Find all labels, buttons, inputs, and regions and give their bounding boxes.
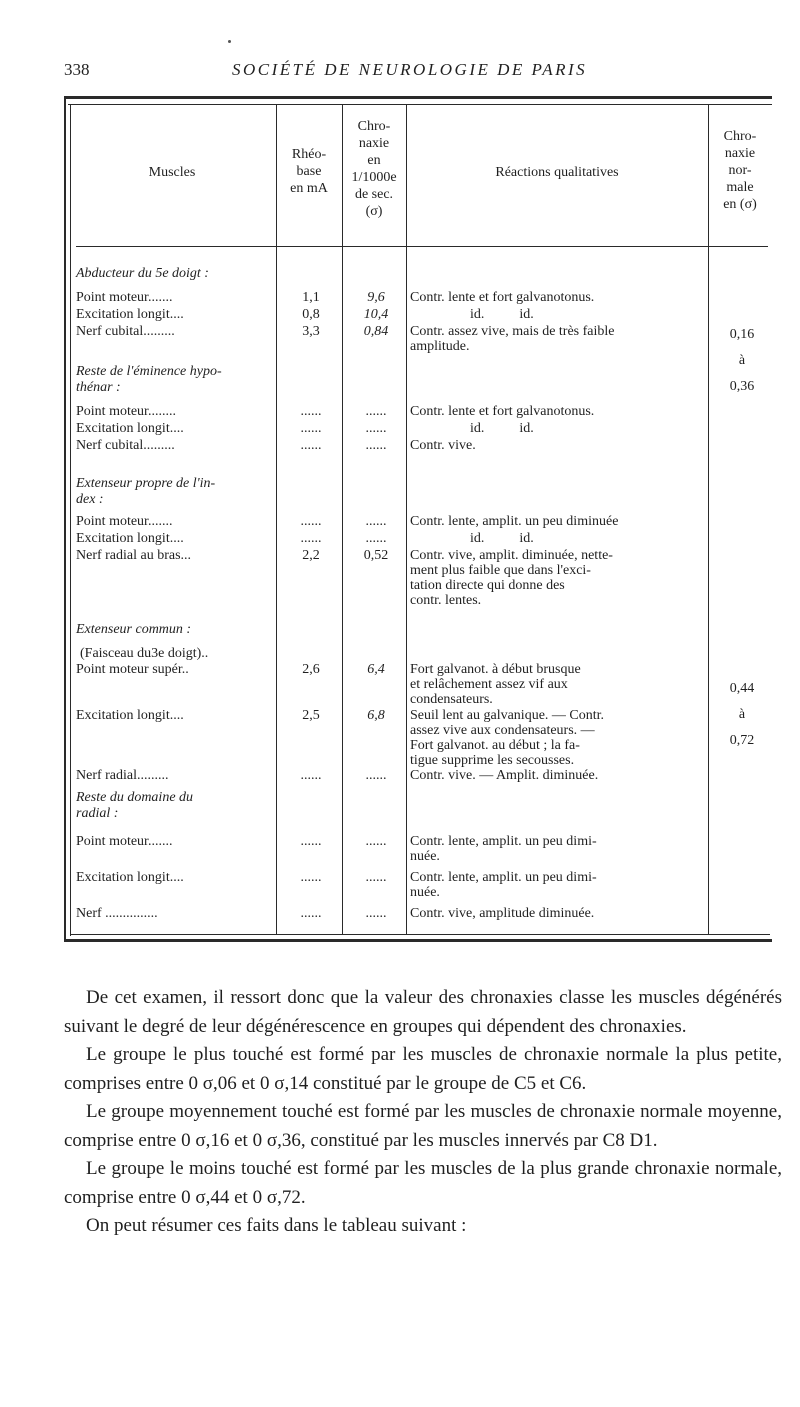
rheobase-value: ...... — [300, 421, 322, 436]
rheobase-value: 2,2 — [302, 548, 320, 563]
rheobase-value: 2,5 — [302, 708, 320, 723]
chronaxie-value: ...... — [365, 768, 387, 783]
running-head: SOCIÉTÉ DE NEUROLOGIE DE PARIS — [232, 60, 588, 79]
chronaxie-table — [64, 96, 772, 942]
col-rule-3 — [406, 104, 407, 934]
table-left-rule — [64, 96, 66, 942]
reaction-text: id. id. — [470, 307, 534, 322]
chronaxie-value: ...... — [365, 404, 387, 419]
normal-range-2: 0,44 à 0,72 — [729, 681, 755, 748]
chronaxie-value: ...... — [365, 531, 387, 546]
reaction-text: Contr. vive, amplit. diminuée, nette- ment plus faible que dans l'exci- tation directe qui donne des contr. lentes. — [410, 548, 613, 608]
rheobase-value: 3,3 — [302, 324, 320, 339]
header-muscles: Muscles — [148, 165, 196, 180]
reaction-text: Seuil lent au galvanique. — Contr. assez vive aux condensateurs. — Fort galvanot. au début ; la fa- tigue supprime les secousses. — [410, 708, 605, 768]
table-bottom-rule-inner — [70, 934, 770, 935]
paragraph: Le groupe le plus touché est formé par les muscles de chronaxie normale la plus petite, comprises entre 0 σ,06 et 0 σ,14 constitué par le groupe de C5 et C6. — [64, 1044, 782, 1094]
row-name: Nerf ............... — [76, 906, 158, 921]
rheobase-value: 1,1 — [302, 290, 320, 305]
normal-range-1: 0,16 à 0,36 — [729, 327, 755, 394]
group-title-radial: Reste du domaine du radial : — [76, 790, 194, 821]
group-title-hypothenar: Reste de l'éminence hypo- thénar : — [76, 364, 222, 395]
paragraph: De cet examen, il ressort donc que la valeur des chronaxies classe les muscles dégénérés suivant le degré de leur dégénérescence en groupes qui dépendent des chronaxies. — [64, 987, 782, 1037]
reaction-text: Contr. assez vive, mais de très faible amplitude. — [410, 324, 615, 354]
table-bottom-rule — [64, 939, 772, 942]
row-name: Excitation longit.... — [76, 421, 184, 436]
row-name: (Faisceau du3e doigt).. — [80, 646, 209, 661]
rheobase-value: ...... — [300, 404, 322, 419]
rheobase-value: 2,6 — [302, 662, 320, 677]
row-name: Point moteur....... — [76, 290, 173, 305]
header-rheobase: Rhéo- base en mA — [290, 147, 328, 196]
rheobase-value: ...... — [300, 906, 322, 921]
reaction-text: id. id. — [470, 421, 534, 436]
row-name: Nerf radial au bras... — [76, 548, 192, 563]
rheobase-value: ...... — [300, 514, 322, 529]
rheobase-value: ...... — [300, 768, 322, 783]
col-rule-4 — [708, 104, 709, 934]
reaction-text: Fort galvanot. à début brusque et relâchement assez vif aux condensateurs. — [410, 662, 581, 707]
row-name: Excitation longit.... — [76, 531, 184, 546]
header-underline — [76, 246, 768, 247]
reaction-text: Contr. lente et fort galvanotonus. — [410, 404, 595, 419]
row-name: Nerf radial......... — [76, 768, 169, 783]
table-top-rule-inner — [68, 104, 772, 105]
reaction-text: Contr. lente, amplit. un peu dimi- nuée. — [410, 834, 597, 864]
header-reactions: Réactions qualitatives — [495, 165, 619, 180]
reaction-text: Contr. vive, amplitude diminuée. — [410, 906, 595, 921]
reaction-text: id. id. — [470, 531, 534, 546]
row-name: Nerf cubital......... — [76, 438, 175, 453]
rheobase-value: ...... — [300, 834, 322, 849]
chronaxie-value: ...... — [365, 834, 387, 849]
row-name: Excitation longit.... — [76, 307, 184, 322]
chronaxie-value: 0,84 — [363, 324, 389, 339]
row-name: Nerf cubital......... — [76, 324, 175, 339]
reaction-text: Contr. vive. — Amplit. diminuée. — [410, 768, 599, 783]
row-name: Point moteur....... — [76, 834, 173, 849]
chronaxie-value: 6,4 — [367, 662, 385, 677]
group-title-extenseur-commun: Extenseur commun : — [76, 622, 192, 637]
paragraph: Le groupe le moins touché est formé par les muscles de la plus grande chronaxie normale, comprise entre 0 σ,44 et 0 σ,72. — [64, 1158, 782, 1208]
col-rule-2 — [342, 104, 343, 934]
row-name: Point moteur supér.. — [76, 662, 189, 677]
rheobase-value: ...... — [300, 531, 322, 546]
header-chronaxie: Chro- naxie en 1/1000e de sec. (σ) — [351, 119, 397, 219]
chronaxie-value: ...... — [365, 906, 387, 921]
chronaxie-value: 10,4 — [363, 307, 389, 322]
rheobase-value: 0,8 — [302, 307, 320, 322]
group-title-extenseur-index: Extenseur propre de l'in- dex : — [76, 476, 216, 507]
table-left-rule-inner — [70, 104, 71, 936]
paragraph: Le groupe moyennement touché est formé par les muscles de chronaxie normale moyenne, comprise entre 0 σ,16 et 0 σ,36, constitué par les muscles innervés par C8 D1. — [64, 1101, 782, 1151]
chronaxie-value: 9,6 — [367, 290, 385, 305]
chronaxie-value: ...... — [365, 870, 387, 885]
table-top-rule — [64, 96, 772, 99]
paragraph: On peut résumer ces faits dans le tableau suivant : — [86, 1215, 467, 1236]
chronaxie-value: ...... — [365, 421, 387, 436]
chronaxie-value: 0,52 — [363, 548, 389, 563]
header-chronaxie-normale: Chro- naxie nor- male en (σ) — [723, 129, 757, 212]
ink-dot — [228, 40, 231, 43]
body-text — [64, 984, 782, 1241]
row-name: Excitation longit.... — [76, 870, 184, 885]
chronaxie-value: ...... — [365, 514, 387, 529]
reaction-text: Contr. vive. — [410, 438, 476, 453]
reaction-text: Contr. lente, amplit. un peu diminuée — [410, 514, 619, 529]
row-name: Point moteur....... — [76, 514, 173, 529]
page-number: 338 — [64, 60, 90, 79]
row-name: Point moteur........ — [76, 404, 176, 419]
chronaxie-value: 6,8 — [367, 708, 385, 723]
reaction-text: Contr. lente, amplit. un peu dimi- nuée. — [410, 870, 597, 900]
rheobase-value: ...... — [300, 438, 322, 453]
chronaxie-value: ...... — [365, 438, 387, 453]
row-name: Excitation longit.... — [76, 708, 184, 723]
reaction-text: Contr. lente et fort galvanotonus. — [410, 290, 595, 305]
col-rule-1 — [276, 104, 277, 934]
rheobase-value: ...... — [300, 870, 322, 885]
group-title-abducteur: Abducteur du 5e doigt : — [76, 266, 209, 281]
